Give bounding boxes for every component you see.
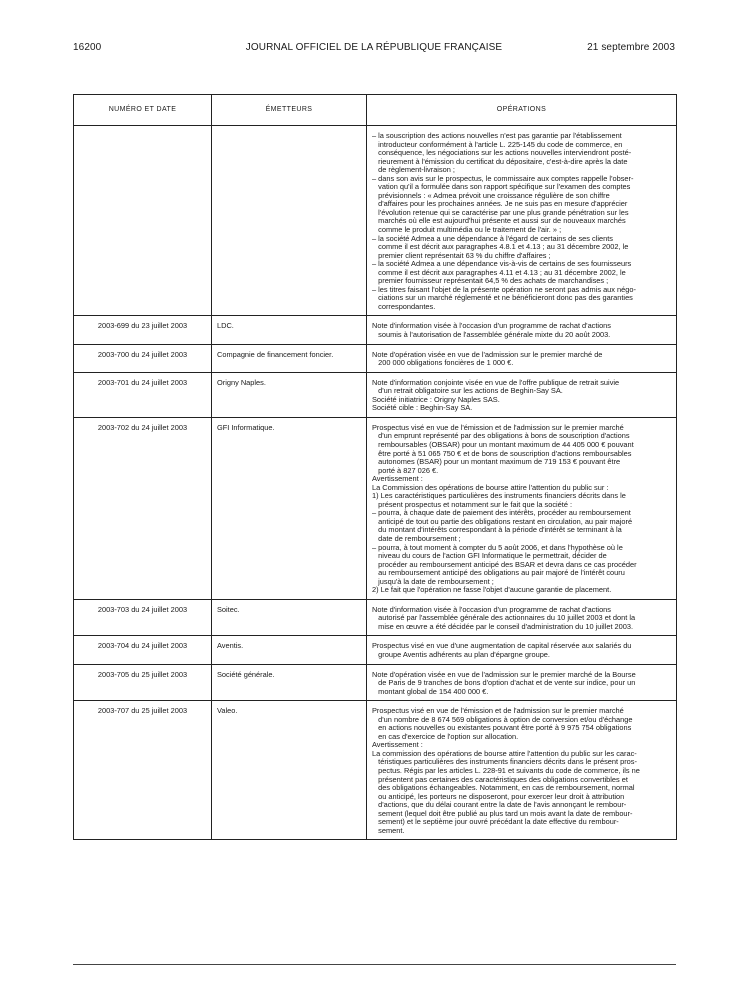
- operation-line: rieurement à l'émission du certificat du dépositaire, c'est-à-dire après la date: [372, 157, 628, 166]
- operation-line: porté à 827 026 €.: [372, 466, 439, 475]
- operations-cell: [367, 126, 677, 316]
- page-number: 16200: [73, 42, 102, 53]
- operation-line: ou anticipé, les porteurs ne disposeront, pour exercer leur droit à attribution: [372, 792, 625, 801]
- operations-cell: [367, 372, 677, 417]
- operation-line: anticipé de tout ou partie des obligations restant en circulation, au pair majoré: [372, 517, 633, 526]
- table-row: [74, 636, 677, 664]
- column-header-emetteurs: ÉMETTEURS: [212, 95, 367, 126]
- table-row: [74, 701, 677, 840]
- operations-cell: [367, 636, 677, 664]
- operation-line: comme il est décrit aux paragraphes 4.8.1 et 4.13 ; au 31 décembre 2002, le: [372, 243, 629, 252]
- operation-line: d'affaires pour les prochaines années. Je ne suis pas en mesure d'apprécier: [372, 200, 628, 209]
- operation-line: d'un retrait obligatoire sur les actions de Beghin-Say SA.: [372, 387, 563, 396]
- operation-line: comme le produit multimédia ou le traitement de l'air. » ;: [372, 226, 562, 235]
- operation-line: en cas d'exercice de l'option sur allocation.: [372, 732, 519, 741]
- operation-line: de Paris de 9 tranches de bons d'option d'achat et de vente sur indice, pour un: [372, 679, 636, 688]
- operation-line: – la société Admea a une dépendance à l'égard de certains de ses clients: [372, 234, 613, 243]
- table-row: [74, 126, 677, 316]
- operation-line: en actions nouvelles ou existantes pouvant être porté à 9 975 754 obligations: [372, 724, 632, 733]
- operation-line: Note d'opération visée en vue de l'admission sur le premier marché de: [372, 350, 603, 359]
- emetteur-cell: Compagnie de financement foncier.: [212, 344, 367, 372]
- table-row: [74, 316, 677, 344]
- operation-line: d'un nombre de 8 674 569 obligations à option de conversion et/ou d'échange: [372, 715, 633, 724]
- operation-line: niveau du cours de l'action GFI Informatique le permettrait, décider de: [372, 552, 607, 561]
- operation-line: correspondantes.: [372, 302, 436, 311]
- operation-line: Note d'opération visée en vue de l'admission sur le premier marché de la Bourse: [372, 670, 636, 679]
- operation-line: premier fournisseur représentait 64,5 % des achats de marchandises ;: [372, 277, 609, 286]
- operation-line: – pourra, à tout moment à compter du 5 août 2006, et dans l'hypothèse où le: [372, 543, 623, 552]
- operation-line: jusqu'à la date de remboursement ;: [372, 577, 494, 586]
- operation-line: Société initiatrice : Origny Naples SAS.: [372, 395, 500, 404]
- operation-line: Avertissement :: [372, 741, 423, 750]
- numero-date-cell: 2003-702 du 24 juillet 2003: [74, 417, 212, 599]
- operation-line: de règlement-livraison ;: [372, 166, 455, 175]
- operation-line: d'actions, que du délai courant entre la date de l'avis annonçant le rembour-: [372, 801, 627, 810]
- operation-line: présentent pas certaines des caractéristiques des obligations convertibles et: [372, 775, 628, 784]
- operation-line: remboursables (OBSAR) pour un montant maximum de 44 405 000 € pouvant: [372, 440, 634, 449]
- operation-line: Société cible : Beghin-Say SA.: [372, 404, 473, 413]
- emetteur-cell: Valeo.: [212, 701, 367, 840]
- operation-line: soumis à l'autorisation de l'assemblée générale mixte du 20 août 2003.: [372, 331, 611, 340]
- operation-line: montant global de 154 400 000 €.: [372, 687, 489, 696]
- emetteur-cell: [212, 126, 367, 316]
- emetteur-cell: Origny Naples.: [212, 372, 367, 417]
- journal-title: JOURNAL OFFICIEL DE LA RÉPUBLIQUE FRANÇAISE: [245, 42, 503, 53]
- emetteur-cell: GFI Informatique.: [212, 417, 367, 599]
- operation-line: introducteur conformément à l'article L. 225-145 du code de commerce, en: [372, 140, 623, 149]
- table-header-row: [74, 95, 677, 126]
- numero-date-cell: 2003-701 du 24 juillet 2003: [74, 372, 212, 417]
- operation-line: 1) Les caractéristiques particulières des instruments financiers décrits dans le: [372, 492, 626, 501]
- table-row: [74, 417, 677, 599]
- operation-line: groupe Aventis adhérents au plan d'épargne groupe.: [372, 650, 550, 659]
- operation-line: Avertissement :: [372, 475, 423, 484]
- operation-line: – dans son avis sur le prospectus, le commissaire aux comptes rappelle l'obser-: [372, 174, 634, 183]
- operation-line: sement) et le septième jour ouvré précédant la date effective du rembour-: [372, 818, 619, 827]
- table-row: [74, 664, 677, 701]
- operation-line: procéder au remboursement anticipé des BSAR et devra dans ce cas procéder: [372, 560, 637, 569]
- operation-line: présent prospectus et notamment sur le fait que la société :: [372, 500, 573, 509]
- operation-line: 200 000 obligations foncières de 1 000 €.: [372, 359, 514, 368]
- operation-line: ciations sur un marché réglementé et ne bénéficieront donc pas des garanties: [372, 294, 633, 303]
- operation-line: 2) Le fait que l'opération ne fasse l'objet d'aucune garantie de placement.: [372, 586, 612, 595]
- operation-line: au remboursement anticipé des obligations au pair majoré de l'intérêt couru: [372, 569, 625, 578]
- operation-line: l'évolution retenue qui se caractérise par une plus grande pénétration sur les: [372, 208, 629, 217]
- operation-line: des obligations échangeables. Notamment, en cas de remboursement, normal: [372, 784, 635, 793]
- operation-line: pectus. Régis par les articles L. 228-91 et suivants du code de commerce, ils ne: [372, 767, 640, 775]
- operation-line: premier client représentait 63 % du chiffre d'affaires ;: [372, 251, 551, 260]
- operation-line: La commission des opérations de bourse attire l'attention du public sur les carac-: [372, 749, 637, 758]
- operation-line: être porté à 51 065 750 € et de bons de souscription d'actions remboursables: [372, 449, 632, 458]
- operation-line: Note d'information conjointe visée en vue de l'offre publique de retrait suivie: [372, 378, 620, 387]
- operation-line: Prospectus visé en vue d'une augmentation de capital réservée aux salariés du: [372, 642, 632, 651]
- operation-line: mise en œuvre a été décidée par le conseil d'administration du 10 juillet 2003.: [372, 622, 634, 631]
- emetteur-cell: LDC.: [212, 316, 367, 344]
- table-body: [74, 126, 677, 840]
- operations-cell: [367, 599, 677, 636]
- operation-line: prévisionnels : « Admea prévoit une croissance régulière de son chiffre: [372, 191, 610, 200]
- operation-line: du montant d'intérêts correspondant à la période d'intérêt se terminant à la: [372, 526, 622, 535]
- numero-date-cell: 2003-700 du 24 juillet 2003: [74, 344, 212, 372]
- operation-line: marchés où elle est aujourd'hui présente et aussi sur de nouveaux marchés: [372, 217, 626, 226]
- operations-table: [73, 94, 677, 840]
- operations-cell: [367, 417, 677, 599]
- numero-date-cell: [74, 126, 212, 316]
- operation-line: – pourra, à chaque date de paiement des intérêts, procéder au remboursement: [372, 509, 631, 518]
- table-row: [74, 599, 677, 636]
- emetteur-cell: Soitec.: [212, 599, 367, 636]
- numero-date-cell: 2003-707 du 25 juillet 2003: [74, 701, 212, 840]
- operation-line: autonomes (BSAR) pour un montant maximum de 719 153 € pouvant être: [372, 458, 621, 467]
- emetteur-cell: Aventis.: [212, 636, 367, 664]
- operations-cell: [367, 344, 677, 372]
- numero-date-cell: 2003-704 du 24 juillet 2003: [74, 636, 212, 664]
- operation-line: date de remboursement ;: [372, 534, 461, 543]
- operation-line: – la société Admea a une dépendance vis-à-vis de certains de ses fournisseurs: [372, 260, 632, 269]
- table-row: [74, 372, 677, 417]
- operation-line: – les titres faisant l'objet de la présente opération ne seront pas admis aux négo-: [372, 285, 636, 294]
- operation-line: conséquence, les négociations sur les actions nouvelles interviendront posté-: [372, 149, 632, 158]
- operation-line: téristiques particulières des instruments financiers décrits dans le présent pros-: [372, 758, 637, 767]
- operations-cell: [367, 316, 677, 344]
- numero-date-cell: 2003-699 du 23 juillet 2003: [74, 316, 212, 344]
- operation-line: – la souscription des actions nouvelles n'est pas garantie par l'établissement: [372, 132, 622, 140]
- bottom-rule: [73, 964, 676, 965]
- operation-line: sement (lequel doit être publié au plus tard un mois avant la date de rembour-: [372, 809, 633, 818]
- operation-line: Note d'information visée à l'occasion d'un programme de rachat d'actions: [372, 605, 611, 614]
- operations-cell: [367, 664, 677, 701]
- operation-line: autorisé par l'assemblée générale des actionnaires du 10 juillet 2003 et dont la: [372, 614, 636, 623]
- publication-date: 21 septembre 2003: [587, 42, 675, 53]
- operation-line: d'un emprunt représenté par des obligations à bons de souscription d'actions: [372, 432, 630, 441]
- column-header-operations: OPÉRATIONS: [367, 95, 677, 126]
- operation-line: vation qu'il a formulée dans son rapport spécifique sur l'examen des comptes: [372, 183, 631, 192]
- emetteur-cell: Société générale.: [212, 664, 367, 701]
- numero-date-cell: 2003-705 du 25 juillet 2003: [74, 664, 212, 701]
- numero-date-cell: 2003-703 du 24 juillet 2003: [74, 599, 212, 636]
- operation-line: sement.: [372, 826, 405, 835]
- operation-line: comme il est décrit aux paragraphes 4.11 et 4.13 ; au 31 décembre 2002, le: [372, 268, 626, 277]
- operation-line: Prospectus visé en vue de l'émission et de l'admission sur le premier marché: [372, 707, 624, 716]
- operation-line: La Commission des opérations de bourse attire l'attention du public sur :: [372, 483, 609, 492]
- column-header-numero: NUMÉRO ET DATE: [74, 95, 212, 126]
- operation-line: Note d'information visée à l'occasion d'un programme de rachat d'actions: [372, 322, 611, 331]
- operation-line: Prospectus visé en vue de l'émission et de l'admission sur le premier marché: [372, 423, 624, 432]
- table-row: [74, 344, 677, 372]
- operations-cell: [367, 701, 677, 840]
